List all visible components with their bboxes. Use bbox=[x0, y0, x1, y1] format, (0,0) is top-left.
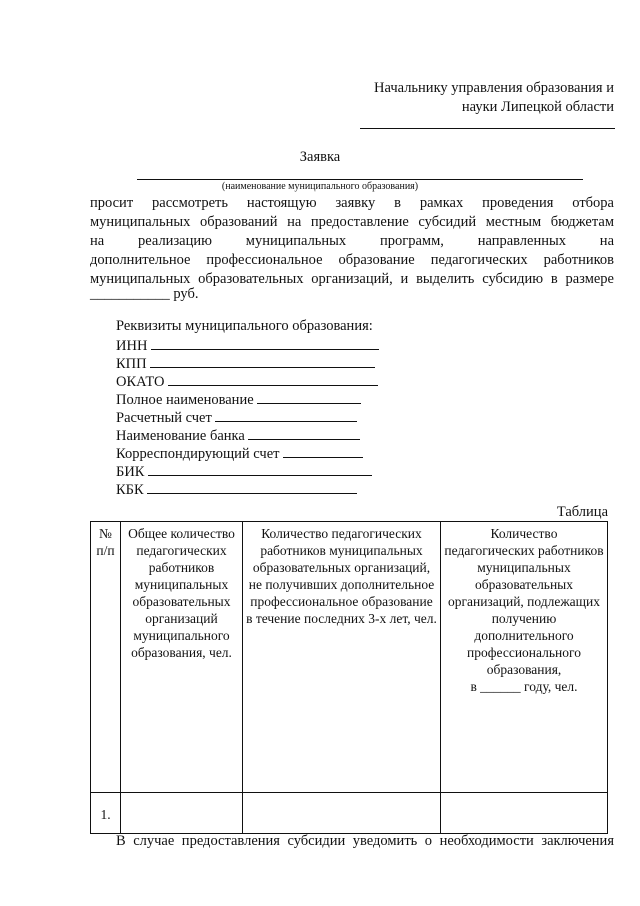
kbk-field[interactable] bbox=[147, 479, 357, 494]
header-number: № п/п bbox=[91, 522, 121, 793]
kbk-label: КБК bbox=[116, 482, 144, 498]
bank-label: Наименование банка bbox=[116, 428, 245, 444]
addressee-signature-line bbox=[360, 128, 615, 129]
header-year-line: в ______ году, чел. bbox=[470, 679, 578, 694]
kpp-label: КПП bbox=[116, 356, 147, 372]
bank-field[interactable] bbox=[248, 425, 360, 440]
row-total-teachers-cell[interactable] bbox=[121, 793, 243, 834]
header-teachers-without-training: Количество педагогических работников муниципальных образовательных организаций, не получивших дополнительное профессиональное образование в течение последних 3-х лет, чел. bbox=[243, 522, 441, 793]
table-row bbox=[91, 793, 608, 834]
row-number: 1. bbox=[91, 793, 121, 834]
corr-account-label: Корреспондирующий счет bbox=[116, 446, 280, 462]
corr-account-field[interactable] bbox=[283, 443, 363, 458]
header-total-teachers: Общее количество педагогических работников муниципальных образовательных организаций муниципального образования, чел. bbox=[121, 522, 243, 793]
request-line-4: дополнительное профессиональное образование педагогических работников bbox=[90, 252, 614, 268]
addressee-line-2: науки Липецкой области bbox=[461, 99, 614, 115]
bik-field[interactable] bbox=[148, 461, 372, 476]
kpp-field[interactable] bbox=[150, 353, 375, 368]
requisite-bank bbox=[116, 425, 379, 443]
municipality-name-caption: (наименование муниципального образования) bbox=[221, 181, 419, 192]
okato-label: ОКАТО bbox=[116, 374, 165, 390]
account-label: Расчетный счет bbox=[116, 410, 212, 426]
requisite-inn bbox=[116, 335, 379, 353]
requisites-heading: Реквизиты муниципального образования: bbox=[116, 318, 373, 334]
request-line-5: муниципальных образовательных организаций, и выделить субсидию в размере bbox=[90, 271, 614, 287]
header-teachers-to-train bbox=[441, 522, 608, 793]
requisite-kpp bbox=[116, 353, 379, 371]
account-field[interactable] bbox=[215, 407, 357, 422]
subsidy-table bbox=[90, 521, 608, 834]
requisite-okato bbox=[116, 371, 379, 389]
footer-text: В случае предоставления субсидии уведомить о необходимости заключения bbox=[116, 833, 614, 849]
okato-field[interactable] bbox=[168, 371, 378, 386]
full-name-label: Полное наименование bbox=[116, 392, 254, 408]
request-line-6: ___________ руб. bbox=[90, 286, 199, 302]
header-teachers-to-train-text: Количество педагогических работников муниципальных образовательных организаций, подлежащих получению дополнительного профессионального образования, bbox=[444, 526, 604, 677]
row-without-training-cell[interactable] bbox=[243, 793, 441, 834]
requisite-corr-account bbox=[116, 443, 379, 461]
requisites-block bbox=[116, 317, 379, 497]
row-to-train-cell[interactable] bbox=[441, 793, 608, 834]
bik-label: БИК bbox=[116, 464, 145, 480]
requisite-full-name bbox=[116, 389, 379, 407]
requisite-bik bbox=[116, 461, 379, 479]
table-header-row bbox=[91, 522, 608, 793]
table-caption: Таблица bbox=[556, 504, 608, 520]
full-name-field[interactable] bbox=[257, 389, 361, 404]
requisite-account bbox=[116, 407, 379, 425]
requisite-kbk bbox=[116, 479, 379, 497]
request-line-2: муниципальных образований на предоставление субсидий местным бюджетам bbox=[90, 214, 614, 230]
document-title: Заявка bbox=[299, 149, 341, 165]
inn-label: ИНН bbox=[116, 338, 148, 354]
inn-field[interactable] bbox=[151, 335, 379, 350]
request-line-1: просит рассмотреть настоящую заявку в рамках проведения отбора bbox=[90, 195, 614, 211]
municipality-name-line bbox=[137, 179, 583, 180]
request-line-3: на реализацию муниципальных программ, направленных на bbox=[90, 233, 614, 249]
addressee-line-1: Начальнику управления образования и bbox=[374, 80, 614, 96]
